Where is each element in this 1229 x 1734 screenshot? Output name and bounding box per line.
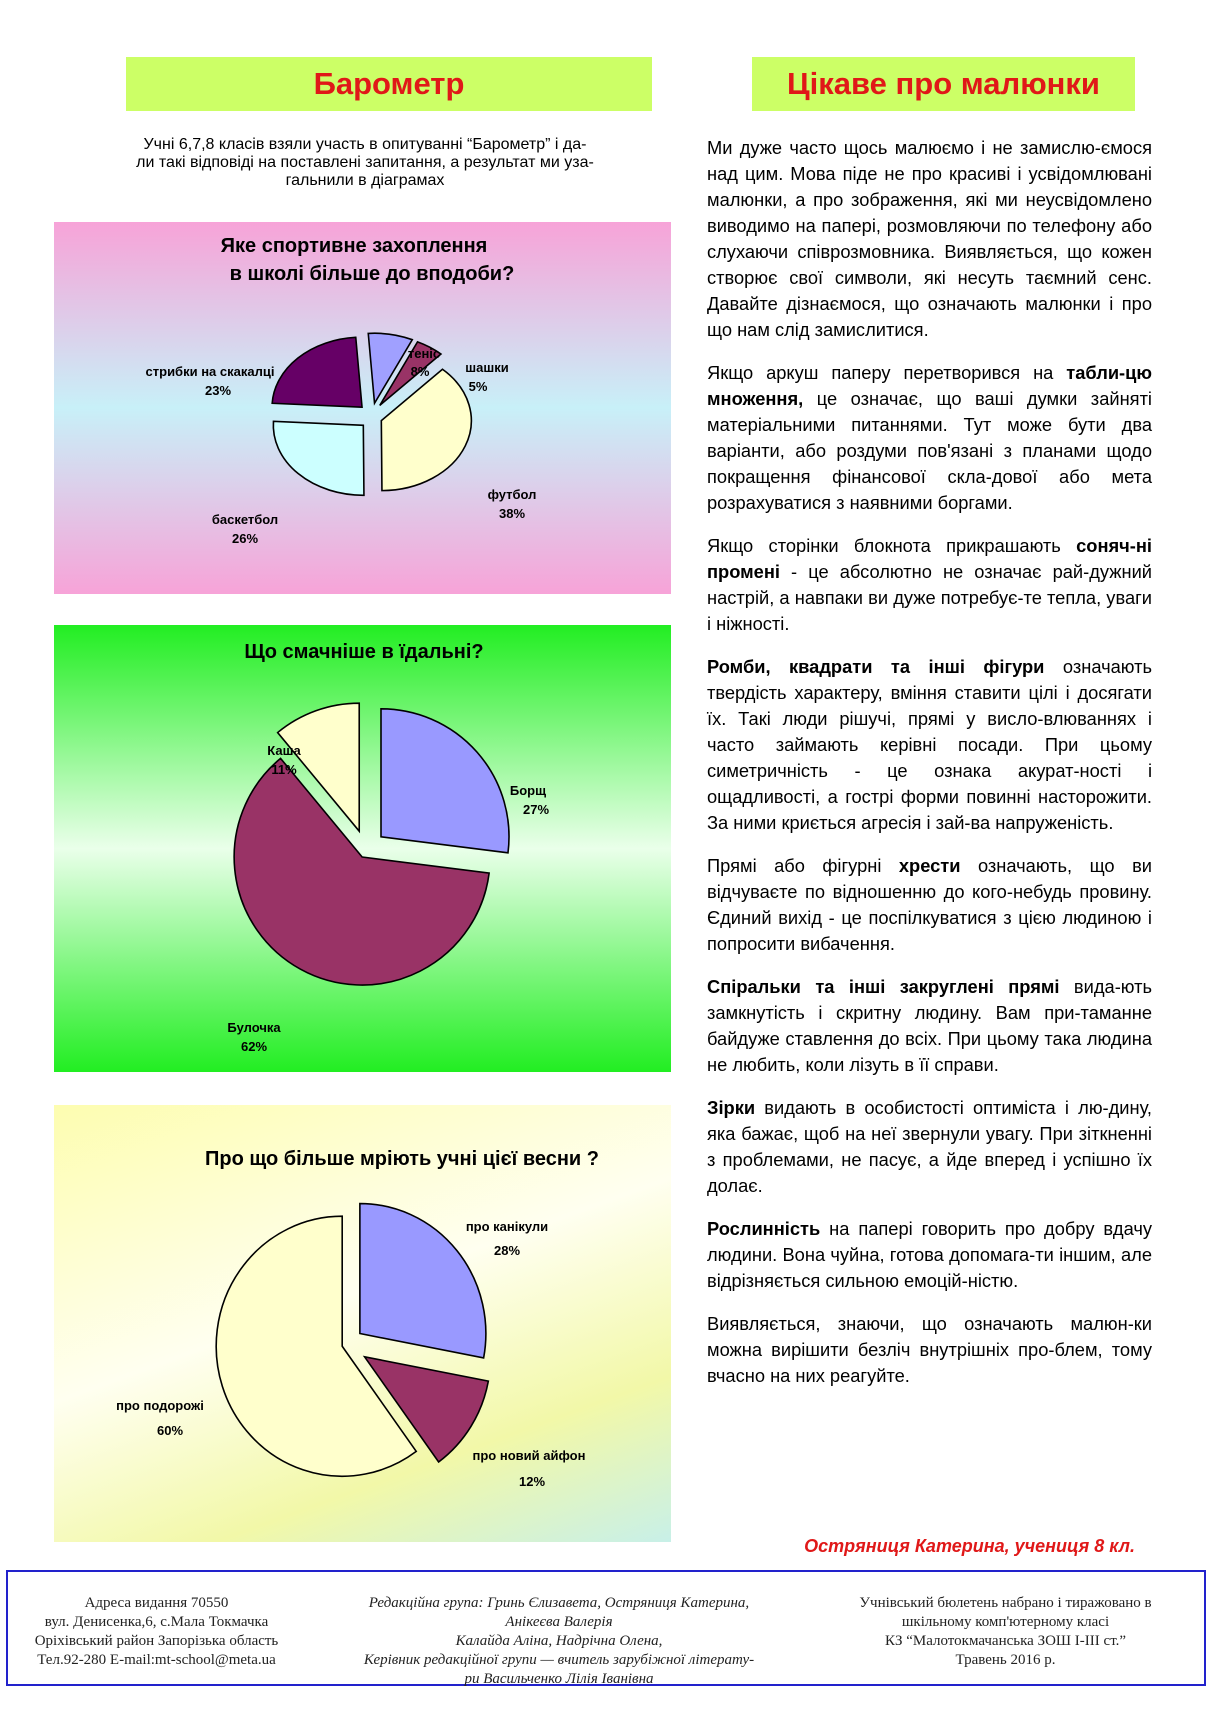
slice-label-basketball: баскетбол <box>211 512 279 527</box>
intro-line: Учні 6,7,8 класів взяли участь в опитуванні “Барометр” і да- <box>143 136 587 153</box>
slice-value-holidays: 28% <box>493 1243 521 1258</box>
slice-label-borscht: Борщ <box>509 783 547 798</box>
footer-address <box>14 1594 299 1670</box>
paragraph-text: Прямі або фігурні <box>707 855 899 876</box>
slice-label-porridge: Каша <box>267 743 301 758</box>
paragraph-text: це означає, що ваші думки зайняті матеріальними питаннями. Тут може бути два варіанти, або роздуми пов'язані з планами щодо покращення фінансової скла-дової або мета розрахуватися з наявними боргами. <box>707 388 1152 513</box>
slice-value-borscht: 27% <box>522 802 550 817</box>
slice-label-checkers: шашки <box>465 360 509 375</box>
footer-line: Учнівський бюлетень набрано і тиражовано в <box>859 1595 1152 1611</box>
footer-editorial-team <box>324 1594 794 1689</box>
slice-value-porridge: 11% <box>271 762 297 777</box>
slice-value-iphone: 12% <box>518 1474 546 1489</box>
footer-publisher <box>813 1594 1198 1670</box>
paragraph-keyword: соняч-ні промені <box>707 535 1152 582</box>
sports-pie-slices <box>272 333 471 495</box>
sports-slice-3 <box>273 421 364 495</box>
left-section-header: Барометр <box>126 57 652 111</box>
footer-line: КЗ “Малотокмачанська ЗОШ І-ІІІ ст.” <box>884 1633 1127 1649</box>
paragraph-text: видають в особистості оптиміста і лю-дину, яка бажає, щоб на неї звернули увагу. При зіткненні з проблемами, не пасує, а йде вперед і успішно їх долає. <box>707 1097 1152 1196</box>
article-body <box>707 135 1152 1406</box>
chart-title-line: в школі більше до вподоби? <box>229 263 515 285</box>
sports-slice-4 <box>272 337 362 407</box>
footer-line: Травень 2016 р. <box>955 1652 1056 1668</box>
chart-title-line: Яке спортивне захоплення <box>220 235 488 257</box>
paragraph-keyword: Спіральки та інші закруглені прямі <box>707 976 1060 997</box>
chart-title-line: Що смачніше в їдальні? <box>244 641 484 663</box>
slice-label-iphone: про новий айфон <box>472 1448 586 1463</box>
footer-line: Редакційна група: Гринь Єлизавета, Остряниця Катерина, <box>368 1595 750 1611</box>
article-paragraph: Ми дуже часто щось малюємо і не замислю-ємося над цим. Мова піде не про красиві і усвідомлювані малюнки, а про зображення, які ми неусвідомлено виводимо на папері, розмовляючи по телефону або слухаючи співрозмовника. Виявляється, що кожен створює свої символи, які несуть таємний сенс. Давайте дізнаємося, що означають малюнки і про що нам слід замислитися. <box>707 137 1152 340</box>
spring-dreams-pie-svg <box>54 1105 671 1542</box>
footer-line: Калайда Аліна, Надрічна Олена, <box>455 1633 663 1649</box>
paragraph-keyword: Зірки <box>707 1097 756 1118</box>
spring-dreams-pie-slices <box>216 1204 488 1477</box>
chart-title-line: Про що більше мріють учні цієї весни ? <box>205 1148 599 1170</box>
slice-value-tennis: 8% <box>410 364 430 379</box>
footer-line: ри Васильченко Лілія Іванівна <box>464 1671 654 1687</box>
sports-pie-svg <box>54 222 671 594</box>
slice-label-jump-rope: стрибки на скакалці <box>145 364 275 379</box>
footer-line: шкільному комп'ютерному класі <box>901 1614 1110 1630</box>
intro-line: ли такі відповіді на поставлені запитання, а результат ми уза- <box>136 154 594 171</box>
slice-value-travel: 60% <box>156 1423 184 1438</box>
paragraph-keyword: табли-цю множення, <box>707 362 1152 409</box>
paragraph-keyword: Ромби, квадрати та інші фігури <box>707 656 1045 677</box>
slice-value-checkers: 5% <box>468 379 488 394</box>
slice-label-bun: Булочка <box>227 1020 281 1035</box>
footer-line: Керівник редакційної групи — вчитель зарубіжної літерату- <box>363 1652 755 1668</box>
footer-line: Тел.92-280 E-mail:mt-school@meta.ua <box>37 1652 276 1668</box>
canteen-pie-chart <box>54 625 671 1072</box>
paragraph-text: на папері говорить про добру вдачу людини. Вона чуйна, готова допомага-ти іншим, але відрізняється сильною емоцій-ністю. <box>707 1218 1152 1291</box>
slice-label-football: футбол <box>487 487 537 502</box>
article-paragraph <box>707 533 1152 637</box>
paragraph-text: означають твердість характеру, вміння ставити цілі і досягати їх. Такі люди рішучі, прямі у висло-влюваннях і часто займають керівні посади. При цьому симетричність - це ознака акурат-ності і ощадливості, а гострі форми повинні насторожити. За ними криється агресія і зай-ва напруженість. <box>707 656 1152 833</box>
article-paragraph <box>707 974 1152 1078</box>
paragraph-text: Якщо сторінки блокнота прикрашають <box>707 535 1077 556</box>
intro-line: гальнили в діаграмах <box>285 172 445 189</box>
article-author: Остряниця Катерина, учениця 8 кл. <box>804 1536 1135 1556</box>
slice-label-travel: про подорожі <box>116 1398 204 1413</box>
slice-value-jump-rope: 23% <box>204 383 232 398</box>
article-paragraph <box>707 1216 1152 1294</box>
footer-line: Адреса видання 70550 <box>84 1595 229 1611</box>
article-paragraph <box>707 654 1152 836</box>
article-paragraph <box>707 360 1152 516</box>
survey-intro <box>60 136 670 190</box>
canteen-slice-0 <box>381 709 509 853</box>
slice-label-holidays: про канікули <box>465 1219 549 1234</box>
footer-line: Оріхівський район Запорізька область <box>34 1633 279 1649</box>
article-paragraph <box>707 1095 1152 1199</box>
right-section-header: Цікаве про малюнки <box>752 57 1135 111</box>
slice-value-bun: 62% <box>240 1039 268 1054</box>
footer-line: Анікеєва Валерія <box>505 1614 613 1630</box>
footer-box <box>6 1570 1206 1686</box>
paragraph-text: Якщо аркуш паперу перетворився на <box>707 362 1067 383</box>
paragraph-text: вида-ють замкнутість і скритну людину. Вам при-таманне байдуже ставлення до всіх. При цьому така людина не любить, коли лізуть в її справи. <box>707 976 1152 1075</box>
slice-value-football: 38% <box>498 506 526 521</box>
paragraph-keyword: хрести <box>898 855 961 876</box>
paragraph-text: означають, що ви відчуваєте по відношенню до кого-небудь провину. Єдиний вихід - це поспілкуватися з цією людиною і попросити вибачення. <box>707 855 1152 954</box>
spring-dreams-pie-chart <box>54 1105 671 1542</box>
article-paragraph <box>707 853 1152 957</box>
footer-line: вул. Денисенка,6, с.Мала Токмачка <box>44 1614 269 1630</box>
slice-value-basketball: 26% <box>231 531 259 546</box>
sports-pie-chart <box>54 222 671 594</box>
paragraph-text: - це абсолютно не означає рай-дужний настрій, а навпаки ви дуже потребує-те тепла, уваги і ніжності. <box>707 561 1152 634</box>
canteen-pie-svg <box>54 625 671 1072</box>
slice-label-tennis: теніс <box>407 346 441 361</box>
article-paragraph: Виявляється, знаючи, що означають малюн-ки можна вирішити безліч внутрішніх про-блем, тому вчасно на них реагуйте. <box>707 1313 1152 1386</box>
paragraph-keyword: Рослинність <box>707 1218 821 1239</box>
